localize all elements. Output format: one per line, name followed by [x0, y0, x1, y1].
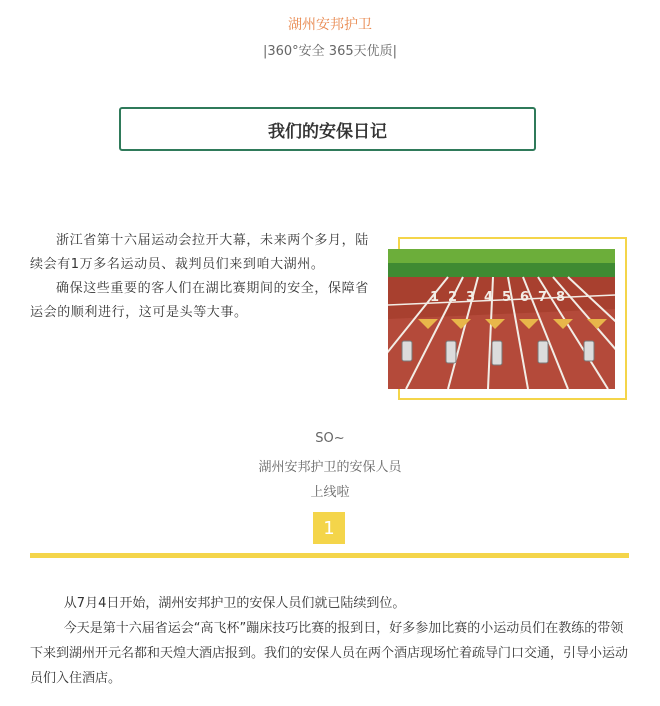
- intro-text: [30, 229, 378, 325]
- section-divider: [30, 553, 629, 558]
- announcement-so: SO~: [315, 431, 345, 446]
- body-paragraph-1: 从7月4日开始，湖州安邦护卫的安保人员们就已陆续到位。: [63, 596, 406, 611]
- intro-paragraph-2: 确保这些重要的客人们在湖比赛期间的安全，保障省运会的顺利进行，这可是头等大事。: [30, 281, 369, 320]
- lane-number: 8: [556, 290, 566, 305]
- tagline: |360°安全 365天优质|: [262, 44, 398, 59]
- lane-number: 5: [502, 290, 512, 305]
- announcement-online: 上线啦: [310, 485, 350, 500]
- step-number-badge: 1: [313, 512, 345, 544]
- lane-number: 4: [484, 290, 494, 305]
- lane-number: 1: [430, 290, 440, 305]
- intro-paragraph-1: 浙江省第十六届运动会拉开大幕，未来两个多月，陆续会有1万多名运动员、裁判员们来到咱大湖州。: [30, 233, 369, 272]
- section-title: 我们的安保日记: [268, 121, 387, 142]
- lane-number: 7: [538, 290, 548, 305]
- lane-number: 6: [520, 290, 530, 305]
- lane-number: 2: [448, 290, 458, 305]
- announcement-team: 湖州安邦护卫的安保人员: [258, 460, 402, 475]
- body-paragraph-2: 今天是第十六届省运会“高飞杯”蹦床技巧比赛的报到日，好多参加比赛的小运动员们在教练的带领下来到湖州开元名都和天煌大酒店报到。我们的安保人员在两个酒店现场忙着疏导门口交通，引导小运动员们入住酒店。: [30, 621, 629, 686]
- section-title-box: [119, 107, 536, 151]
- running-track-photo: [388, 249, 615, 389]
- body-text: [30, 591, 629, 691]
- lane-number: 3: [466, 290, 476, 305]
- brand-name: 湖州安邦护卫: [288, 17, 372, 33]
